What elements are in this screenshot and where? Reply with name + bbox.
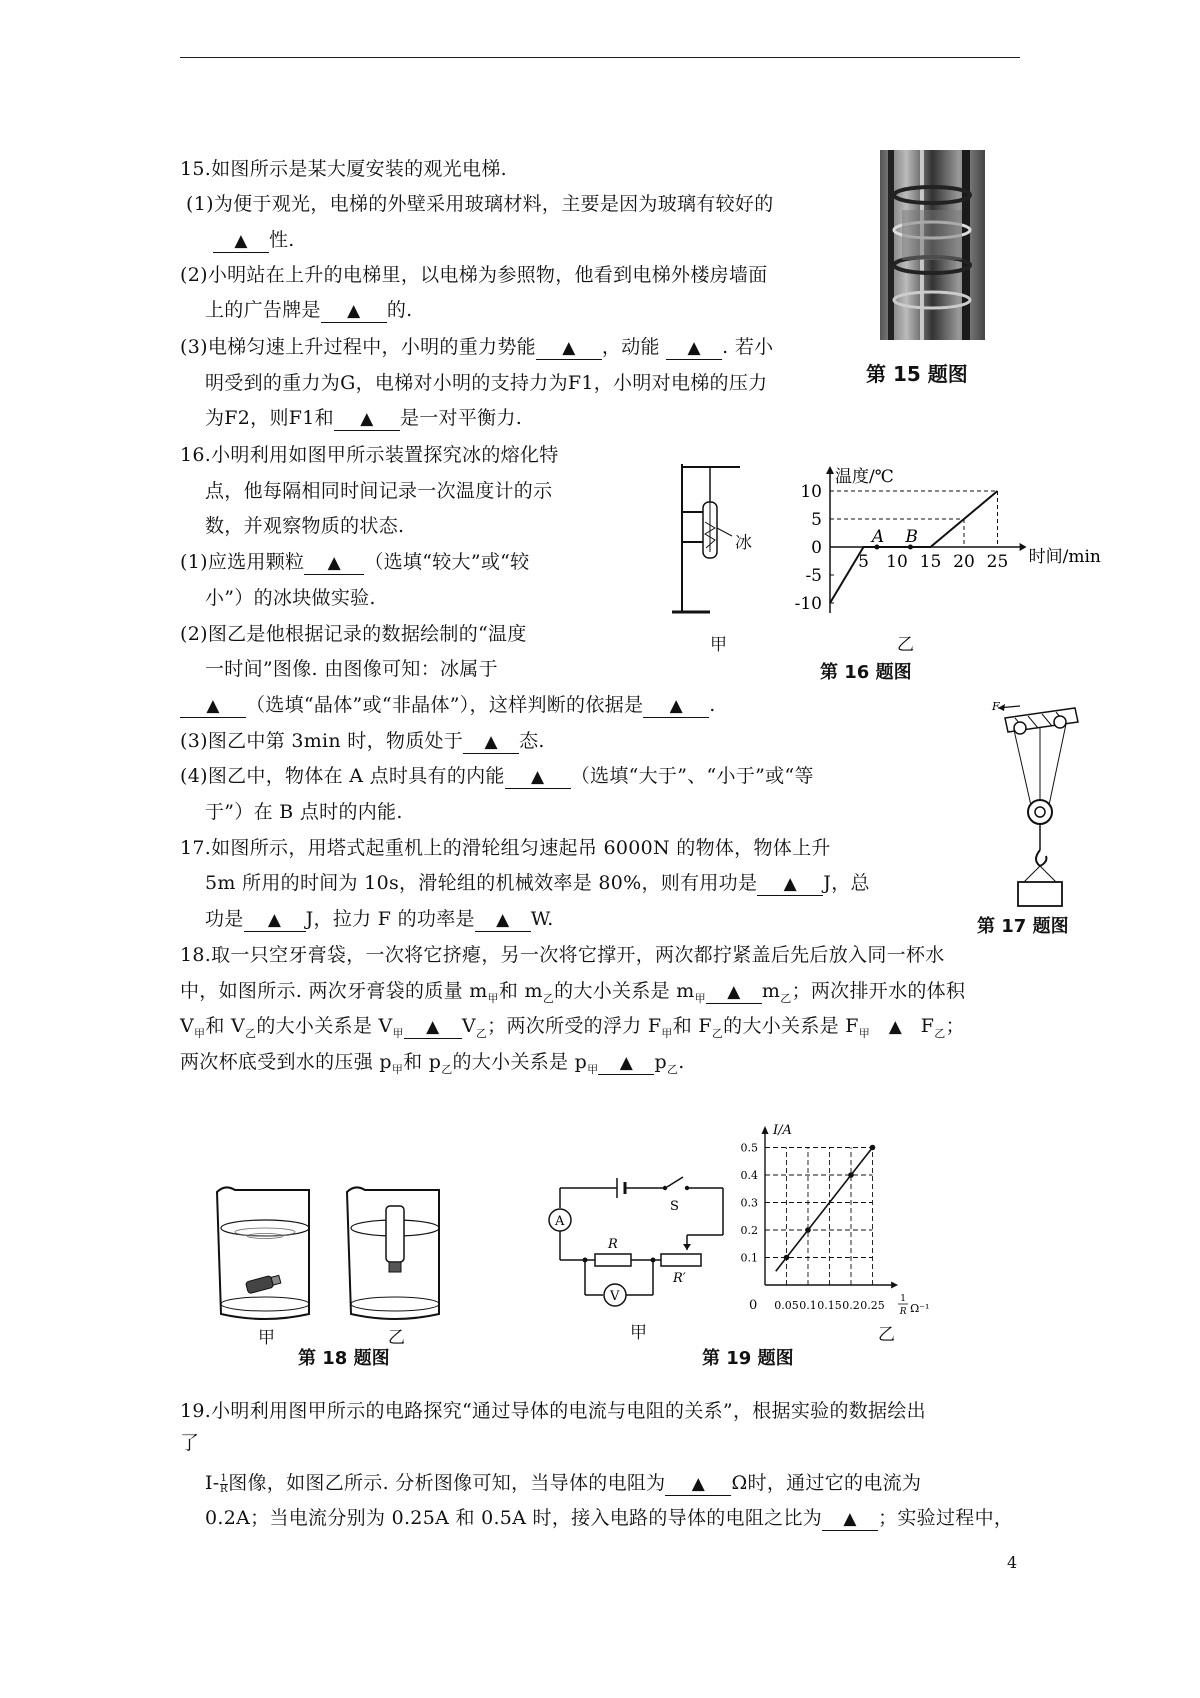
q16-line-8: ▲ （选填“晶体”或“非晶体”），这样判断的依据是 ▲ .	[180, 692, 716, 718]
y-tick-label: -5	[805, 566, 822, 586]
x-tick-label: 0.15	[817, 1299, 842, 1312]
q19-caption: 第 19 题图	[702, 1348, 794, 1369]
q16-line-2: 点，他每隔相同时间记录一次温度计的示	[205, 480, 553, 502]
y-tick-label: 0.2	[740, 1224, 758, 1237]
origin-label: 0	[749, 1298, 758, 1313]
point-label-A: A	[871, 527, 885, 547]
x-axis-fraction-denominator: R	[899, 1307, 907, 1317]
answer-blank[interactable]: ▲	[213, 230, 269, 253]
one-over-r-fraction: $\frac{1}{R}$	[219, 1472, 228, 1495]
q16-line-4: (1)应选用颗粒 ▲ （选填“较大”或“较	[180, 551, 530, 573]
q16-fig-b-label: 乙	[897, 635, 914, 655]
q16-line-5: 小”）的冰块做实验.	[205, 587, 376, 609]
point-label-B: B	[905, 527, 918, 547]
q16-line-7: 一时间”图像. 由图像可知：冰属于	[205, 658, 498, 680]
q18-line-3: $V_甲$和 $V_乙$的大小关系是 $V_甲$ ▲ $V_乙$；两次所受的浮力 $F_甲$和 $F_乙$的大小关系是 $F_甲$ ▲ $F_乙$；	[180, 1015, 965, 1040]
answer-blank[interactable]: ▲	[180, 695, 246, 718]
y-axis-label: I/A	[773, 1123, 792, 1138]
q16-temperature-chart	[780, 462, 1100, 627]
y-tick-label: 0	[811, 538, 822, 558]
data-point	[805, 1227, 811, 1233]
answer-blank[interactable]: ▲	[643, 695, 709, 718]
answer-blank[interactable]: ▲	[505, 766, 571, 789]
answer-blank[interactable]: ▲	[463, 731, 519, 754]
q18-fig-b-label: 乙	[388, 1328, 405, 1348]
q15-line-2: (1)为便于观光，电梯的外壁采用玻璃材料，主要是因为玻璃有较好的	[186, 193, 774, 215]
voltmeter-label: V	[610, 1289, 620, 1304]
q17-line-1: 17.如图所示，用塔式起重机上的滑轮组匀速起吊 6000N 的物体，物体上升	[180, 837, 831, 859]
y-tick-label: -10	[794, 594, 822, 614]
x-axis-fraction-numerator: 1	[900, 1294, 906, 1304]
ammeter-label: A	[555, 1214, 565, 1229]
q19-line-1: 19.小明利用图甲所示的电路探究“通过导体的电流与电阻的关系”，根据实验的数据绘出	[180, 1400, 926, 1422]
y-tick-label: 0.4	[740, 1169, 758, 1182]
q15-line-6: (3)电梯匀速上升过程中，小明的重力势能 ▲ ，动能 ▲ . 若小	[180, 336, 774, 358]
switch-label: S	[670, 1199, 679, 1214]
x-tick-label: 15	[919, 552, 942, 572]
q16-line-6: (2)图乙是他根据记录的数据绘制的“温度	[180, 623, 527, 645]
data-point	[870, 1145, 876, 1151]
x-tick-label: 10	[886, 552, 908, 572]
q19-fig-b-label: 乙	[878, 1325, 895, 1345]
current-series-line	[776, 1148, 873, 1272]
x-axis-label: 时间/min	[1028, 547, 1101, 567]
q15-line-8: 为F2，则F1和 ▲ 是一对平衡力.	[205, 407, 523, 429]
y-tick-label: 0.3	[740, 1196, 758, 1210]
answer-blank[interactable]: ▲	[404, 1016, 462, 1039]
q16-line-3: 数，并观察物质的状态.	[205, 515, 405, 537]
answer-blank[interactable]: ▲	[334, 408, 400, 431]
q18-caption: 第 18 题图	[298, 1348, 390, 1369]
q19-line-2: 了	[180, 1432, 200, 1454]
q18-beakers-figure	[205, 1180, 525, 1330]
q19-fig-a-label: 甲	[630, 1323, 647, 1343]
q17-caption: 第 17 题图	[977, 916, 1069, 937]
q16-line-11: 于”）在 B 点时的内能.	[205, 801, 403, 823]
resistor-label: R	[608, 1237, 618, 1252]
answer-blank[interactable]: ▲	[244, 909, 306, 932]
q19-current-chart	[740, 1120, 1015, 1330]
q16-line-1: 16.小明利用如图甲所示装置探究冰的熔化特	[180, 444, 559, 466]
x-tick-label: 5	[858, 552, 869, 572]
x-tick-label: 0.05	[774, 1299, 799, 1312]
x-axis-label: Ω⁻¹	[910, 1302, 930, 1315]
y-axis-label: 温度/℃	[835, 467, 894, 487]
q19-circuit-figure	[545, 1170, 735, 1315]
q15-caption: 第 15 题图	[866, 362, 968, 386]
answer-blank[interactable]: ▲	[536, 337, 602, 360]
q15-line-5: 上的广告牌是 ▲ 的.	[205, 299, 413, 321]
header-rule	[180, 57, 1020, 58]
y-axis-arrow	[826, 466, 834, 474]
answer-blank[interactable]: ▲	[822, 1508, 878, 1531]
x-tick-label: 25	[986, 552, 1009, 572]
answer-blank[interactable]: ▲	[304, 552, 364, 575]
y-tick-label: 5	[811, 510, 822, 530]
answer-blank[interactable]: ▲	[475, 909, 531, 932]
q16-line-9: (3)图乙中第 3min 时，物质处于 ▲ 态.	[180, 730, 545, 752]
x-axis-arrow	[891, 1282, 898, 1289]
answer-blank[interactable]: ▲	[665, 1473, 731, 1496]
q17-crane-pulley-figure	[990, 700, 1085, 910]
data-point	[848, 1172, 854, 1178]
answer-blank[interactable]: ▲	[757, 873, 823, 896]
q18-fig-a-label: 甲	[258, 1328, 275, 1348]
data-point	[784, 1255, 790, 1261]
q15-elevator-photo	[880, 150, 985, 340]
x-tick-label: 0.1	[799, 1299, 817, 1312]
q18-line-2: 中，如图所示. 两次牙膏袋的质量 $m_甲$和 $m_乙$的大小关系是 $m_甲$ ▲ $m_乙$；两次排开水的体积	[180, 980, 966, 1005]
page-number: 4	[1007, 1553, 1018, 1572]
q16-apparatus-figure	[670, 462, 770, 622]
force-label: F	[992, 700, 1000, 713]
ice-label: 冰	[735, 533, 752, 553]
answer-blank[interactable]: ▲	[598, 1052, 654, 1075]
answer-blank[interactable]: ▲	[321, 300, 387, 323]
answer-blank[interactable]: ▲	[706, 981, 762, 1004]
q17-line-3: 功是 ▲ J，拉力 F 的功率是 ▲ W.	[205, 908, 554, 930]
rheostat-label: R′	[673, 1271, 686, 1286]
y-tick-label: 0.1	[740, 1251, 758, 1265]
q17-line-2: 5m 所用的时间为 10s，滑轮组的机械效率是 80%，则有用功是 ▲ J，总	[205, 872, 870, 894]
q16-fig-a-label: 甲	[710, 635, 727, 655]
x-tick-label: 0.25	[860, 1299, 885, 1312]
q15-line-4: (2)小明站在上升的电梯里，以电梯为参照物，他看到电梯外楼房墙面	[180, 264, 768, 286]
y-tick-label: 0.5	[740, 1141, 758, 1155]
x-axis-arrow	[1020, 543, 1027, 551]
q19-line-3: I- $\frac{1}{R}$ 图像，如图乙所示. 分析图像可知，当导体的电阻为 ▲ Ω时，通过它的电流为	[205, 1472, 922, 1495]
y-tick-label: 10	[800, 482, 822, 502]
q16-caption: 第 16 题图	[820, 662, 912, 683]
q18-line-1: 18.取一只空牙膏袋，一次将它挤瘪，另一次将它撑开，两次都拧紧盖后先后放入同一杯水	[180, 944, 945, 966]
y-axis-arrow	[762, 1126, 769, 1134]
q15-line-1: 15.如图所示是某大厦安装的观光电梯.	[180, 158, 507, 180]
answer-blank[interactable]: ▲	[666, 337, 722, 360]
q19-line-4: 0.2A；当电流分别为 0.25A 和 0.5A 时，接入电路的导体的电阻之比为 ▲ ；实验过程中，	[205, 1507, 1014, 1529]
q18-line-4: 两次杯底受到水的压强 $p_甲$和 $p_乙$的大小关系是 $p_甲$ ▲ $p_乙$.	[180, 1051, 685, 1076]
x-tick-label: 20	[953, 552, 975, 572]
q15-line-7: 明受到的重力为G，电梯对小明的支持力为F1，小明对电梯的压力	[205, 372, 768, 394]
q15-line-3: ▲ 性.	[213, 227, 295, 253]
q16-line-10: (4)图乙中，物体在 A 点时具有的内能 ▲ （选填“大于”、“小于”或“等	[180, 765, 814, 787]
x-tick-label: 0.2	[842, 1299, 860, 1312]
answer-blank[interactable]: ▲	[888, 1017, 903, 1037]
